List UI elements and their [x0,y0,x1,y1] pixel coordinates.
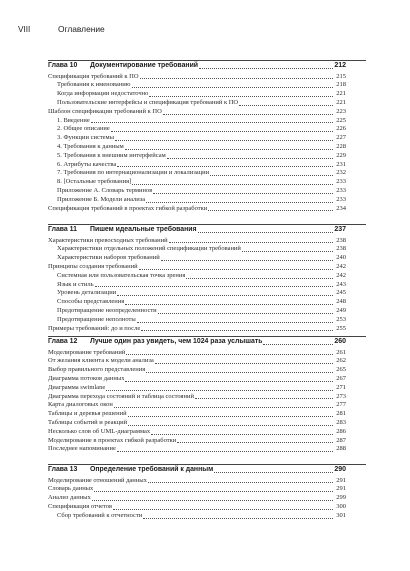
entry-title: Моделирование требований [48,348,126,356]
toc-entry[interactable] [48,494,346,503]
entry-title: Способы представления [57,298,125,306]
leader-dots [141,330,333,331]
entry-title: Системная или пользовательская точка зрения [57,271,186,279]
leader-dots [128,425,333,426]
leader-dots [210,175,333,176]
toc-entry[interactable] [48,125,346,134]
entry-title: Диаграмма swimlane [48,383,106,391]
entry-title: Выбор правильного представления [48,366,146,374]
entry-page: 226 [336,125,346,133]
entry-page: 221 [336,90,346,98]
leader-dots [186,278,333,279]
toc-entry[interactable] [48,349,346,358]
chapter-block [48,225,346,333]
entry-title: От желания клиента к модели анализа [48,357,154,365]
leader-dots [92,500,333,501]
entry-title: Пользовательские интерфейсы и спецификация требований к ПО [57,98,239,106]
chapter-block [48,337,346,454]
toc-entry[interactable] [48,178,346,187]
entry-title: Спецификация требований в проектах гибкой разработки [48,204,208,212]
toc-entry[interactable] [48,437,346,446]
entry-title: 2. Общее описание [57,125,110,133]
chapter-page: 290 [334,466,346,473]
leader-dots [126,354,333,355]
chapter-label: Глава 10 [48,62,78,69]
leader-dots [146,202,333,203]
chapter-title: Пишем идеальные требования [90,226,197,233]
entry-title: Последнее напоминание [48,445,116,453]
toc-entry[interactable] [48,281,346,290]
chapter-title: Определение требований к данным [90,466,214,473]
entry-page: 240 [336,254,346,262]
leader-dots [91,122,333,123]
chapter-page: 237 [334,226,346,233]
entry-page: 288 [336,445,346,453]
leader-dots [199,68,333,69]
toc-entry[interactable] [48,187,346,196]
leader-dots [137,322,333,323]
entry-title: Приложение А. Словарь терминов [57,186,153,194]
leader-dots [214,472,333,473]
leader-dots [117,166,333,167]
entry-page: 299 [336,494,346,502]
leader-dots [125,149,333,150]
leader-dots [117,451,333,452]
toc-entry[interactable] [48,298,346,307]
entry-title: Требования к именованию [57,81,131,89]
leader-dots [125,381,333,382]
toc-entry[interactable] [48,307,346,316]
entry-page: 232 [336,169,346,177]
entry-title: Характеристики превосходных требований [48,236,168,244]
leader-dots [177,442,333,443]
entry-page: 234 [336,204,346,212]
entry-title: Моделирование в проектах гибкой разработки [48,436,177,444]
toc-entry[interactable] [48,263,346,272]
toc-entry[interactable] [48,245,346,254]
entry-page: 238 [336,245,346,253]
toc-entry[interactable] [48,393,346,402]
entry-page: 253 [336,315,346,323]
leader-dots [169,242,333,243]
leader-dots [94,491,333,492]
entry-page: 291 [336,476,346,484]
toc-entry[interactable] [48,108,346,117]
leader-dots [114,407,333,408]
entry-title: Примеры требований: до и после [48,324,141,332]
entry-title: Спецификация отчетов [48,502,113,510]
entry-title: 8. [Остальные требования] [57,178,132,186]
entry-title: 3. Функции системы [57,134,115,142]
toc-entry[interactable] [48,254,346,263]
chapter-heading[interactable] [48,465,346,475]
entry-page: 301 [336,511,346,519]
leader-dots [167,158,333,159]
entry-page: 223 [336,107,346,115]
entry-title: Диаграмма перехода состояний и таблица состояний [48,392,194,400]
leader-dots [161,260,333,261]
entry-page: 228 [336,142,346,150]
entry-page: 249 [336,306,346,314]
entry-title: Спецификация требований к ПО [48,72,139,80]
chapter-page: 260 [334,338,346,345]
entry-title: Сбор требований к отчетности [57,511,143,519]
toc-entry[interactable] [48,357,346,366]
entry-page: 300 [336,502,346,510]
toc-entry[interactable] [48,428,346,437]
chapter-block [48,465,346,521]
toc-entry[interactable] [48,73,346,82]
entry-title: Язык и стиль [57,280,94,288]
toc-entry[interactable] [48,503,346,512]
toc-entry[interactable] [48,161,346,170]
entry-page: 265 [336,366,346,374]
leader-dots [139,269,333,270]
leader-dots [95,286,333,287]
toc-entry[interactable] [48,143,346,152]
entry-page: 273 [336,392,346,400]
chapter-label: Глава 13 [48,466,78,473]
entry-page: 233 [336,195,346,203]
entry-page: 242 [336,262,346,270]
entry-title: 1. Введение [57,116,90,124]
entry-title: Характеристики отдельных положений спецификации требований [57,245,241,253]
header-title: Оглавление [58,24,105,34]
toc-entry[interactable] [48,81,346,90]
entry-page: 221 [336,98,346,106]
entry-page: 267 [336,374,346,382]
header-page-number: VIII [18,25,31,34]
entry-title: 6. Атрибуты качества [57,160,117,168]
toc-entry[interactable] [48,134,346,143]
toc-entry[interactable] [48,237,346,246]
toc-entry[interactable] [48,375,346,384]
entry-title: Приложение Б. Модели анализа [57,195,146,203]
leader-dots [195,398,333,399]
leader-dots [143,518,333,519]
leader-dots [128,416,333,417]
entry-page: 233 [336,178,346,186]
toc-entry[interactable] [48,90,346,99]
toc-entry[interactable] [48,410,346,419]
leader-dots [106,390,333,391]
leader-dots [148,482,333,483]
leader-dots [149,96,333,97]
entry-title: Словарь данных [48,485,94,493]
entry-page: 225 [336,116,346,124]
chapter-heading[interactable] [48,61,346,71]
toc-entry[interactable] [48,325,346,334]
running-header [18,24,368,42]
toc-entry[interactable] [48,117,346,126]
toc-entry[interactable] [48,99,346,108]
leader-dots [125,304,333,305]
entry-title: Характеристики наборов требований [57,254,160,262]
toc-entry[interactable] [48,289,346,298]
leader-dots [113,509,333,510]
leader-dots [242,251,333,252]
entry-page: 283 [336,418,346,426]
entry-page: 277 [336,401,346,409]
chapter-heading[interactable] [48,337,346,347]
toc-entry[interactable] [48,419,346,428]
toc-entry[interactable] [48,512,346,521]
toc-entry[interactable] [48,384,346,393]
entry-title: 4. Требования к данным [57,142,124,150]
entry-page: 271 [336,383,346,391]
entry-title: Предотвращение неопределенности [57,306,157,314]
entry-title: Когда информации недостаточно [57,90,149,98]
toc-entry[interactable] [48,169,346,178]
chapter-title: Документирование требований [90,62,199,69]
entry-page: 243 [336,280,346,288]
leader-dots [111,131,333,132]
toc-entry[interactable] [48,366,346,375]
leader-dots [140,78,333,79]
entry-title: Карта диалоговых окон [48,401,113,409]
leader-dots [153,193,333,194]
toc-entry[interactable] [48,316,346,325]
entry-page: 218 [336,81,346,89]
entry-title: 5. Требования к внешним интерфейсам [57,151,166,159]
entry-title: Предотвращение неполноты [57,315,136,323]
toc-entry[interactable] [48,152,346,161]
entry-title: Принципы создания требований [48,262,138,270]
entry-page: 242 [336,271,346,279]
toc-entry[interactable] [48,477,346,486]
entry-page: 245 [336,289,346,297]
entry-title: Таблицы и деревья решений [48,410,127,418]
toc-entry[interactable] [48,485,346,494]
entry-page: 215 [336,72,346,80]
entry-title: Несколько слов об UML-диаграммах [48,427,151,435]
entry-title: 7. Требования по интернационализации и локализации [57,169,210,177]
entry-page: 238 [336,236,346,244]
toc-entry[interactable] [48,401,346,410]
leader-dots [158,313,333,314]
leader-dots [239,105,333,106]
chapter-heading[interactable] [48,225,346,235]
entry-page: 281 [336,410,346,418]
entry-page: 261 [336,348,346,356]
leader-dots [208,210,333,211]
entry-page: 255 [336,324,346,332]
leader-dots [163,114,333,115]
entry-page: 248 [336,298,346,306]
entry-page: 286 [336,427,346,435]
leader-dots [132,184,333,185]
entry-title: Таблицы событий и реакций [48,418,128,426]
leader-dots [117,295,333,296]
entry-title: Шаблон спецификации требований к ПО [48,107,162,115]
leader-dots [151,434,333,435]
entry-page: 287 [336,436,346,444]
leader-dots [132,87,333,88]
toc-entry[interactable] [48,205,346,214]
leader-dots [115,140,333,141]
toc-entry[interactable] [48,445,346,454]
toc-entry[interactable] [48,272,346,281]
leader-dots [146,372,333,373]
entry-page: 291 [336,485,346,493]
entry-page: 231 [336,160,346,168]
entry-page: 227 [336,134,346,142]
entry-title: Анализ данных [48,494,91,502]
entry-title: Уровень детализации [57,289,117,297]
entry-page: 262 [336,357,346,365]
chapter-block [48,61,346,213]
chapter-title: Лучше один раз увидеть, чем 1024 раза услышать [90,338,263,345]
entry-page: 229 [336,151,346,159]
entry-title: Диаграмма потоков данных [48,374,125,382]
chapter-page: 212 [334,62,346,69]
chapter-label: Глава 11 [48,226,77,233]
entry-title: Моделирование отношений данных [48,476,147,484]
entry-page: 233 [336,186,346,194]
leader-dots [155,363,333,364]
chapter-label: Глава 12 [48,338,78,345]
leader-dots [263,344,333,345]
leader-dots [198,232,333,233]
toc-entry[interactable] [48,196,346,205]
